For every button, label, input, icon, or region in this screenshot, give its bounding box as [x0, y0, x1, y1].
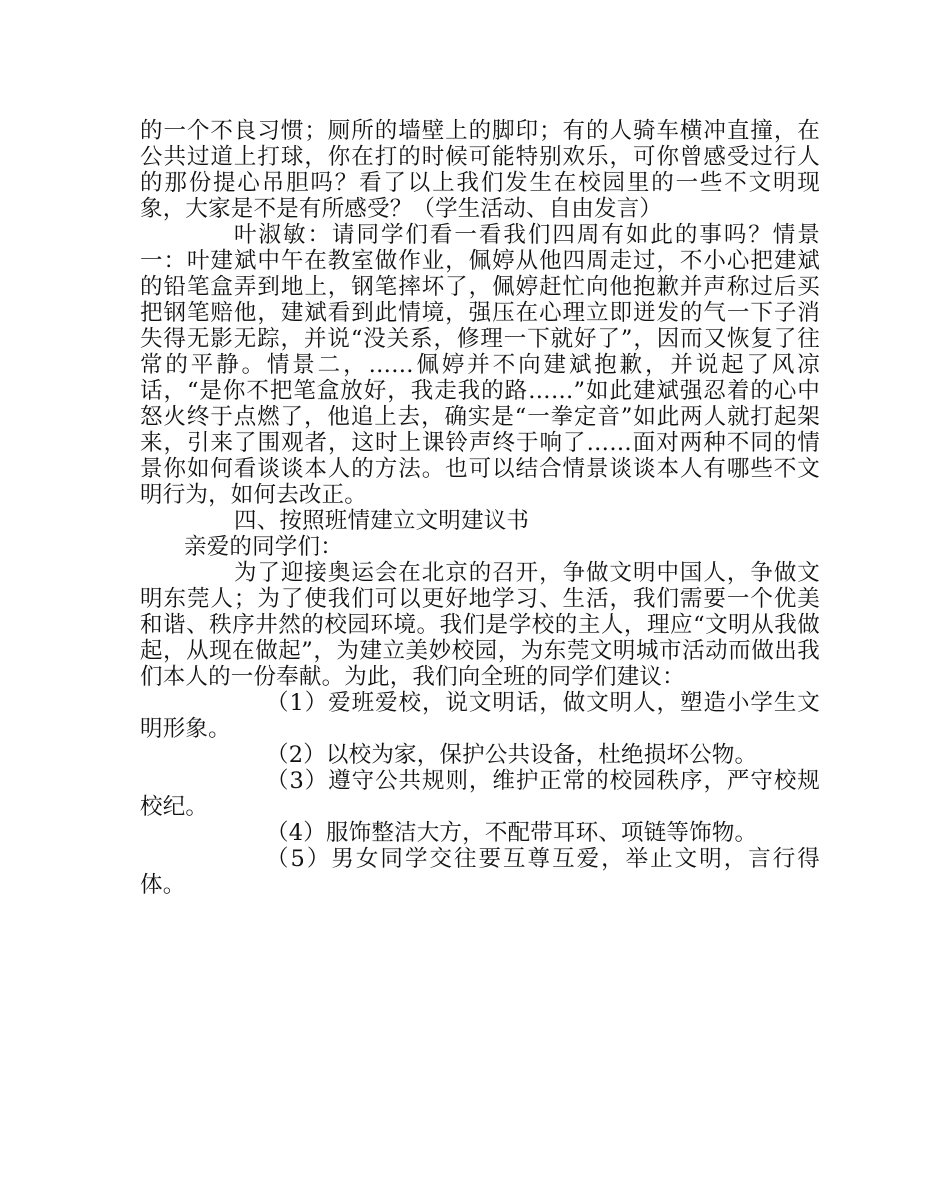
proposal-item-5: （5）男女同学交往要互尊互爱，举止文明，言行得体。 — [140, 846, 820, 898]
paragraph-proposal-intro: 为了迎接奥运会在北京的召开，争做文明中国人，争做文明东莞人；为了使我们可以更好地学习、生活，我们需要一个优美和谐、秩序井然的校园环境。我们是学校的主人，理应“文明从我做起，从现在做起”，为建立美妙校园，为东莞文明城市活动而做出我们本人的一份奉献。为此，我们向全班的同学们建议： — [140, 560, 820, 690]
paragraph-scenarios: 叶淑敏：请同学们看一看我们四周有如此的事吗？情景一：叶建斌中午在教室做作业，佩婷从他四周走过，不小心把建斌的铅笔盒弄到地上，钢笔摔坏了，佩婷赶忙向他抱歉并声称过后买把钢笔赔他，建斌看到此情境，强压在心理立即迸发的气一下子消失得无影无踪，并说“没关系，修理一下就好了”，因而又恢复了往常的平静。情景二，……佩婷并不向建斌抱歉，并说起了风凉话，“是你不把笔盒放好，我走我的路……”如此建斌强忍着的心中怒火终于点燃了，他追上去，确实是“一拳定音”如此两人就打起架来，引来了围观者，这时上课铃声终于响了……面对两种不同的情景你如何看谈谈本人的方法。也可以结合情景谈谈本人有哪些不文明行为，如何去改正。 — [140, 222, 820, 508]
salutation: 亲爱的同学们： — [184, 534, 343, 560]
section-heading-proposal: 四、按照班情建立文明建议书 — [234, 508, 530, 534]
proposal-item-1: （1）爱班爱校，说文明话，做文明人，塑造小学生文明形象。 — [140, 690, 820, 742]
paragraph-uncivil-behaviors: 的一个不良习惯；厕所的墙壁上的脚印；有的人骑车横冲直撞，在公共过道上打球，你在打的时候可能特别欢乐，可你曾感受过行人的那份提心吊胆吗？看了以上我们发生在校园里的一些不文明现象，大家是不是有所感受？（学生活动、自由发言） — [140, 118, 820, 222]
proposal-item-2: （2）以校为家，保护公共设备，杜绝损坏公物。 — [266, 742, 758, 768]
document-body — [140, 118, 820, 898]
proposal-item-4: （4）服饰整洁大方，不配带耳环、项链等饰物。 — [266, 820, 758, 846]
proposal-item-3: （3）遵守公共规则，维护正常的校园秩序，严守校规校纪。 — [140, 768, 820, 820]
